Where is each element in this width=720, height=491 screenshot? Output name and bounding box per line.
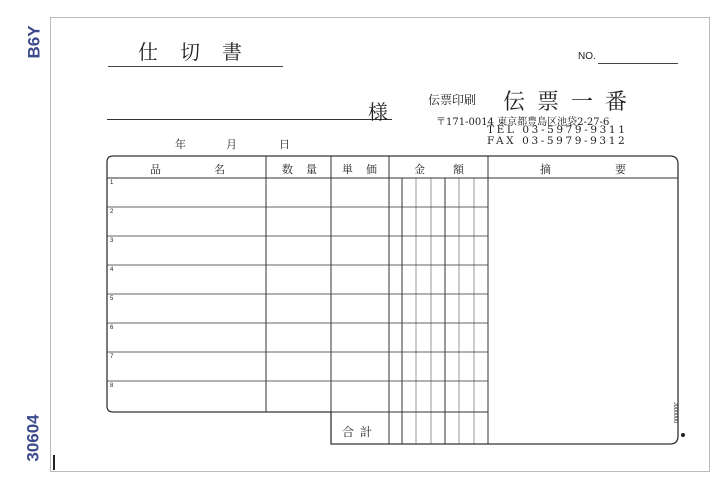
header-qty-2: 量: [306, 163, 317, 176]
day-label: 日: [279, 138, 290, 151]
row-number: 4: [110, 267, 114, 273]
company-tel: TEL 03-5979-9311: [487, 124, 628, 136]
company-prefix: 伝票印刷: [428, 93, 477, 107]
company-fax: FAX 03-5979-9312: [487, 135, 628, 147]
row-number: 1: [110, 180, 114, 186]
row-number: 7: [110, 354, 114, 360]
header-item-1: 品: [150, 163, 161, 176]
company-name: 伝票一番: [503, 90, 640, 115]
month-label: 月: [226, 138, 237, 151]
marker-dot: [681, 433, 685, 437]
document-code: J000000: [672, 402, 678, 424]
form-title: 仕切書: [108, 36, 283, 67]
addressee-suffix: 様: [368, 100, 388, 124]
header-item-2: 名: [214, 163, 225, 176]
header-amount-1: 金: [414, 163, 425, 176]
row-number: 2: [110, 209, 114, 215]
row-number: 6: [110, 325, 114, 331]
header-amount-2: 額: [453, 163, 464, 176]
row-number: 5: [110, 296, 114, 302]
year-label: 年: [175, 138, 186, 151]
number-label: NO.: [578, 51, 596, 62]
header-price-1: 単: [342, 163, 353, 176]
header-remark-1: 摘: [540, 163, 551, 176]
header-remark-2: 要: [615, 163, 626, 176]
form-code-top: B6Y: [24, 25, 44, 59]
header-qty-1: 数: [282, 163, 293, 176]
row-number: 3: [110, 238, 114, 244]
form-code-bottom: 30604: [23, 414, 43, 462]
company-address: 〒171-0014 東京都豊島区池袋2-27-6: [436, 117, 610, 128]
header-price-2: 価: [366, 163, 377, 176]
total-label: 合計: [342, 425, 379, 439]
row-number: 8: [110, 383, 114, 389]
